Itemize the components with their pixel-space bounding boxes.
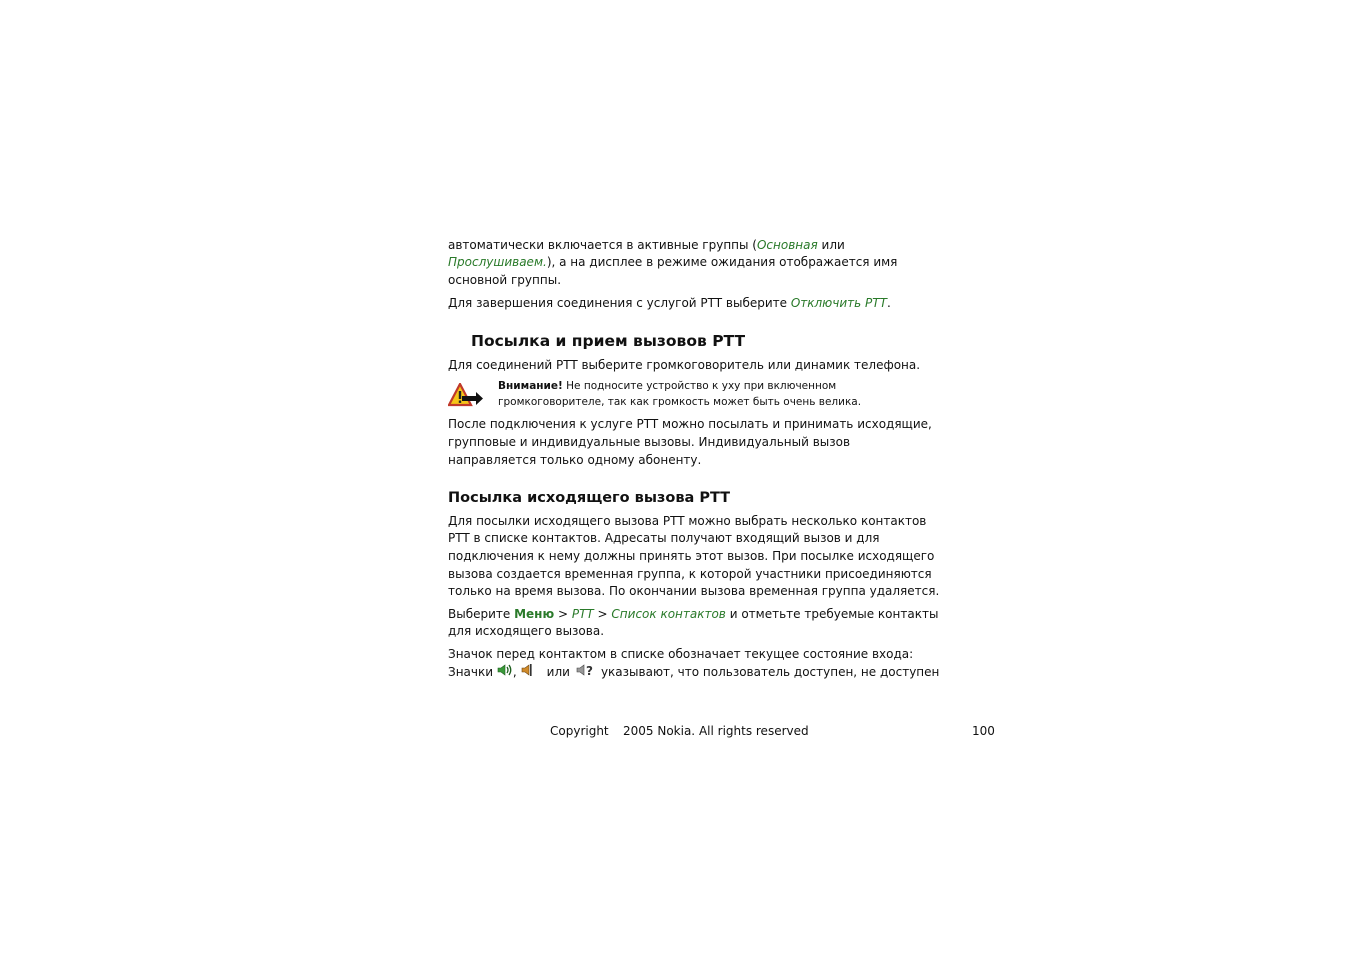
warning-icon <box>448 383 484 410</box>
subsection-heading: Посылка исходящего вызова PTT <box>448 490 731 506</box>
link-listening: Прослушиваем. <box>448 255 547 269</box>
svg-text:?: ? <box>585 664 593 678</box>
paragraph-line: Выберите Меню > PTT > Список контактов и отметьте требуемые контакты <box>448 607 939 621</box>
paragraph-line: Для завершения соединения с услугой PTT выберите Отключить PTT. <box>448 296 891 310</box>
paragraph-line: автоматически включается в активные группы (Основная или <box>448 238 845 252</box>
ptt-label: PTT <box>571 607 594 621</box>
section-heading: Посылка и прием вызовов PTT <box>471 332 746 350</box>
link-disconnect-ptt: Отключить PTT <box>790 296 887 310</box>
warning-text-line: Внимание! Не подносите устройство к уху при включенном <box>498 380 837 392</box>
page-number: 100 <box>972 724 995 738</box>
paragraph-line: PTT в списке контактов. Адресаты получают входящий вызов и для <box>448 531 880 545</box>
paragraph-line: Для посылки исходящего вызова PTT можно выбрать несколько контактов <box>448 514 927 528</box>
paragraph-line: групповые и индивидуальные вызовы. Индивидуальный вызов <box>448 435 851 449</box>
unknown-icon <box>576 662 596 683</box>
footer-copyright: Copyright <box>550 724 609 738</box>
warning-text-line: громкоговорителе, так как громкость может быть очень велика. <box>498 396 862 408</box>
contact-list-label: Список контактов <box>611 607 726 621</box>
paragraph-line: подключения к нему должны принять этот вызов. При посылке исходящего <box>448 549 935 563</box>
available-icon <box>497 663 513 682</box>
paragraph-line: Прослушиваем.), а на дисплее в режиме ожидания отображается имя <box>448 255 898 269</box>
paragraph-line: Значки , или ? указывают, что пользователь доступен, не доступен <box>448 662 939 683</box>
paragraph-line: вызова создается временная группа, к которой участники присоединяются <box>448 567 932 581</box>
footer-notice: 2005 Nokia. All rights reserved <box>623 724 809 738</box>
unavailable-icon <box>519 663 533 682</box>
link-main-group: Основная <box>756 238 818 252</box>
paragraph-line: основной группы. <box>448 273 562 287</box>
paragraph-line: только на время вызова. По окончании вызова временная группа удаляется. <box>448 584 940 598</box>
warning-label: Внимание! <box>498 380 563 392</box>
paragraph-line: направляется только одному абоненту. <box>448 453 702 467</box>
menu-label: Меню <box>514 607 555 621</box>
paragraph-line: для исходящего вызова. <box>448 624 605 638</box>
paragraph-line: Для соединений PTT выберите громкоговоритель или динамик телефона. <box>448 358 921 372</box>
paragraph-line: Значок перед контактом в списке обозначает текущее состояние входа: <box>448 647 914 661</box>
paragraph-line: После подключения к услуге PTT можно посылать и принимать исходящие, <box>448 417 932 431</box>
